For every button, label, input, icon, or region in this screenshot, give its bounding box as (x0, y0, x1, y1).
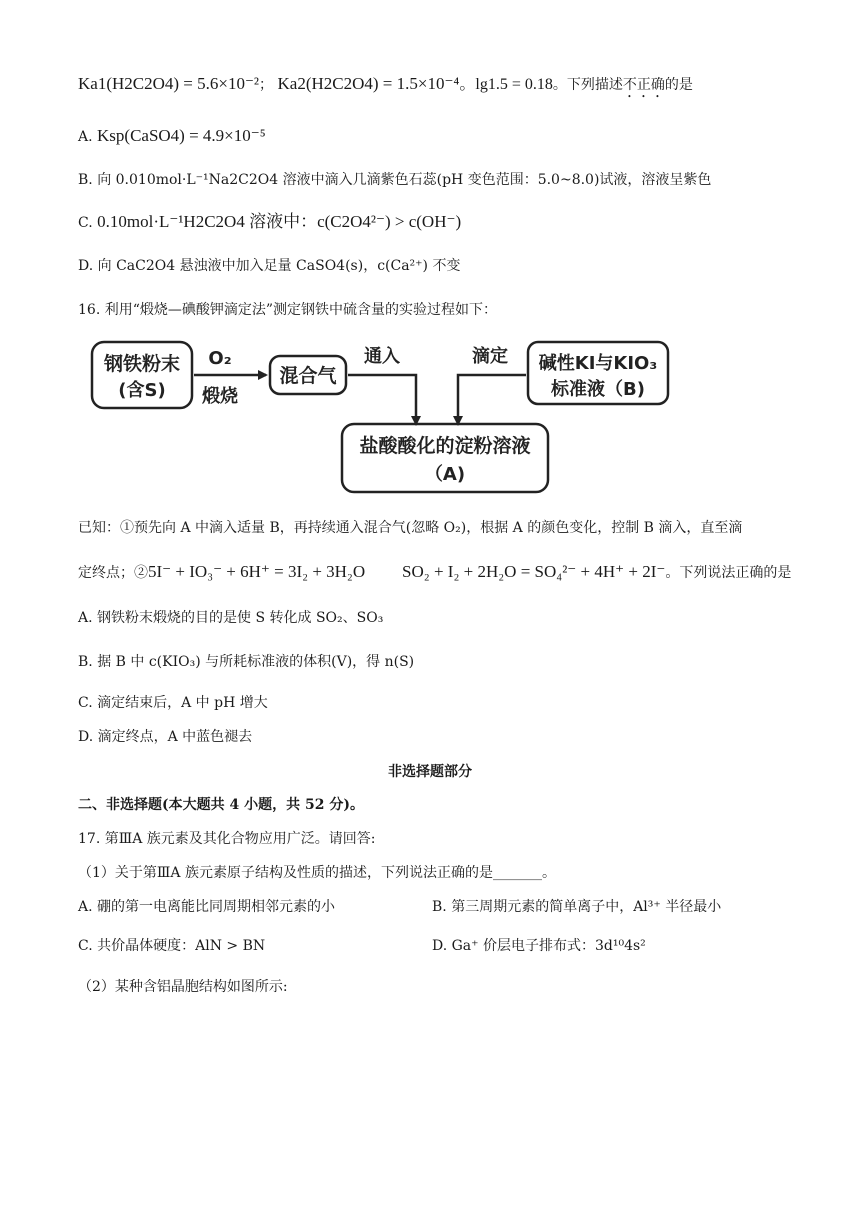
q16-known-line1: 已知：①预先向 A 中滴入适量 B，再持续通入混合气(忽略 O₂)，根据 A 的颜色变化，控制 B 滴入，直至滴 (78, 520, 743, 536)
option-label: C. (78, 215, 93, 231)
q15-option-a (78, 126, 266, 147)
ka1-expression: Ka1(H2C2O4) = 5.6×10⁻² (78, 74, 260, 93)
arrow1-bottom-label: 煅烧 (202, 386, 238, 407)
box2-label: 混合气 (279, 365, 337, 387)
option-text: 向 0.010mol·L⁻¹Na2C2O4 溶液中滴入几滴紫色石蕊(pH 变色范围：5.0~8.0)试液，溶液呈紫色 (97, 172, 712, 188)
option-text: 0.10mol·L⁻¹H2C2O4 溶液中：c(C2O4²⁻) > c(OH⁻) (97, 212, 462, 231)
box4-line1: 盐酸酸化的淀粉溶液 (359, 435, 531, 457)
flow-diagram (80, 332, 680, 502)
box1-line1: 钢铁粉末 (103, 353, 181, 375)
section-title: 非选择题部分 (388, 764, 472, 780)
q16-option-d: D. 滴定终点，A 中蓝色褪去 (78, 729, 253, 745)
box3-line1: 碱性KI与KIO₃ (538, 353, 658, 374)
separator: ； (259, 77, 274, 93)
option-label: A. (78, 129, 93, 145)
reaction-1: 5I⁻ + IO₃⁻ + 6H⁺ = 3I₂ + 3H₂O (148, 562, 366, 581)
q17-option-a: A. 硼的第一电离能比同周期相邻元素的小 (78, 899, 336, 915)
q16-stem: 16. 利用“煅烧—碘酸钾滴定法”测定钢铁中硫含量的实验过程如下： (78, 302, 498, 318)
option-label: D. (78, 258, 94, 274)
q15-option-b (78, 170, 711, 190)
q16-known-line2 (78, 562, 791, 583)
question-end: 的是 (664, 77, 693, 93)
option-text: 向 CaC2O4 悬浊液中加入足量 CaSO4(s)，c(Ca²⁺) 不变 (97, 258, 461, 274)
box4-line2: （A) (424, 464, 466, 485)
q17-option-b: B. 第三周期元素的简单离子中，Al³⁺ 半径最小 (432, 899, 722, 915)
q17-option-c: C. 共价晶体硬度：AlN > BN (78, 938, 266, 954)
emphasis-incorrect: 不正确 (622, 77, 665, 93)
arrow-pass-in (348, 375, 416, 424)
arrow2-label: 通入 (364, 346, 400, 367)
known-prefix: 定终点；② (78, 565, 148, 581)
q16-option-c: C. 滴定结束后，A 中 pH 增大 (78, 695, 268, 711)
lg-expression: 。lg1.5 = 0.18 (459, 76, 553, 93)
question-tail: 。下列描述 (552, 77, 623, 93)
arrow-titrate (458, 375, 526, 424)
ka-constants-line (78, 74, 693, 101)
q15-option-c (78, 212, 461, 233)
ka2-expression: Ka2(H2C2O4) = 1.5×10⁻⁴ (277, 74, 460, 93)
known-suffix: 。下列说法正确的是 (665, 565, 792, 581)
arrow3-label: 滴定 (472, 346, 508, 367)
box1-line2: (含S) (118, 380, 166, 401)
q16-option-b: B. 据 B 中 c(KIO₃) 与所耗标准液的体积(V)，得 n(S) (78, 654, 415, 670)
q17-sub1: （1）关于第ⅢA 族元素原子结构及性质的描述，下列说法正确的是_______。 (78, 865, 556, 881)
option-text: Ksp(CaSO4) = 4.9×10⁻⁵ (97, 126, 266, 145)
option-label: B. (78, 172, 93, 188)
q17-option-d: D. Ga⁺ 价层电子排布式：3d¹⁰4s² (432, 938, 646, 954)
q17-sub2: （2）某种含铝晶胞结构如图所示: (78, 979, 288, 995)
q15-option-d (78, 256, 460, 276)
q17-stem: 17. 第ⅢA 族元素及其化合物应用广泛。请回答: (78, 831, 376, 847)
box3-line2: 标准液（B) (551, 379, 645, 400)
q16-option-a: A. 钢铁粉末煅烧的目的是使 S 转化成 SO₂、SO₃ (78, 610, 384, 626)
reaction-2: SO₂ + I₂ + 2H₂O = SO₄²⁻ + 4H⁺ + 2I⁻ (402, 562, 666, 581)
section-heading: 二、非选择题(本大题共 4 小题，共 52 分)。 (78, 797, 364, 813)
arrow1-top-label: O₂ (208, 348, 232, 369)
